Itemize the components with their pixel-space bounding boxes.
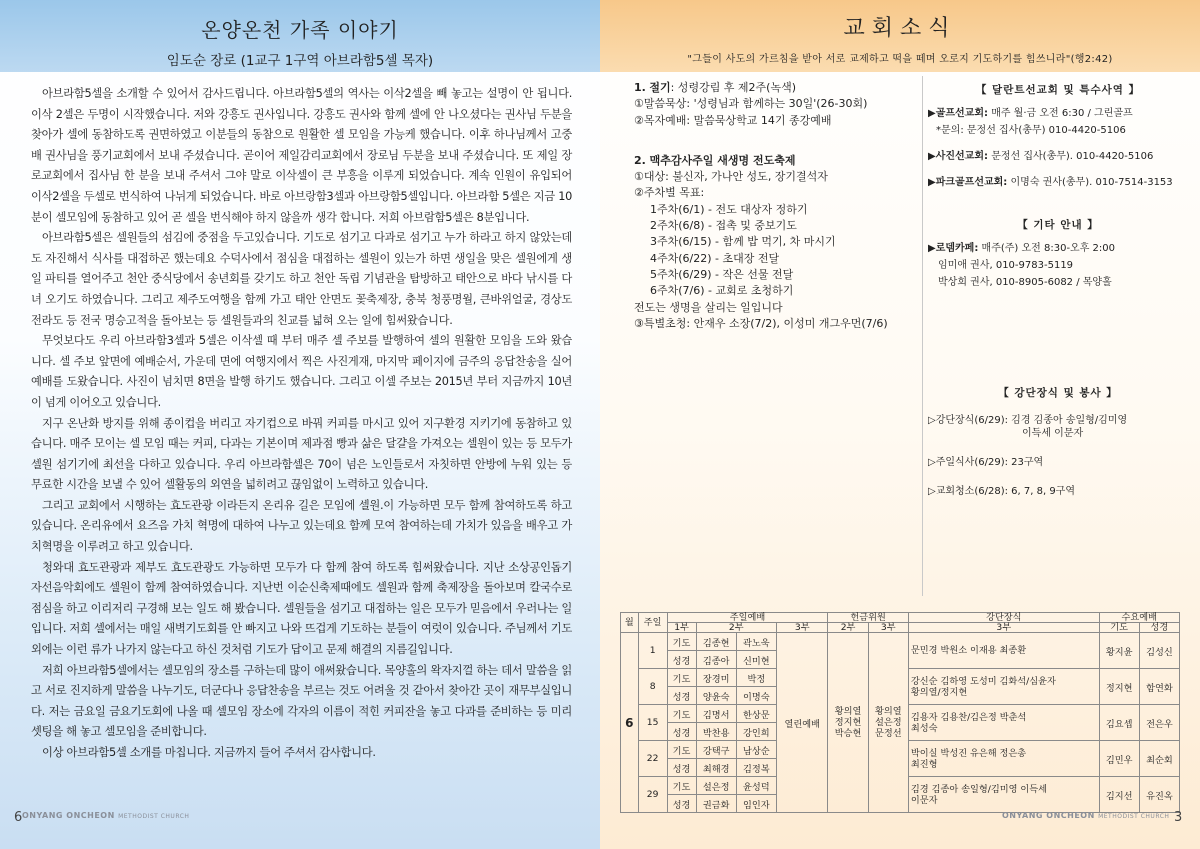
col-sunday: 주일예배	[667, 613, 828, 623]
col-offering-3: 3부	[868, 623, 908, 633]
wed-reading-cell: 전은우	[1139, 705, 1179, 741]
name-cell: 김정복	[736, 759, 776, 777]
altar-cell: 김경 김종아 송일형/김미영 이득세 이문자	[908, 777, 1099, 813]
service-roster-table	[620, 612, 1180, 813]
name-cell: 김종아	[696, 651, 736, 669]
name-cell: 김명서	[696, 705, 736, 723]
wed-prayer-cell: 정지현	[1099, 669, 1139, 705]
brand-name: ONYANG ONCHEON	[22, 811, 115, 820]
mission-sub: *문의: 문정선 집사(총무) 010-4420-5106	[936, 125, 1126, 136]
news-label: 절기	[649, 81, 671, 94]
news-item-2: 2. 맥추감사주일 새생명 전도축제	[634, 153, 796, 167]
paragraph: 아브라함5셀을 소개할 수 있어서 감사드립니다. 아브라함5셀의 역사는 이삭2셀을 빼 놓고는 설명이 안 됩니다. 이삭 2셀은 두명이 시작했습니다. 저와 강흥도 권사입니다. 강흥도 권사와 함께 셀에 안 나오셨다는 권사님 두분을 찾아가 셀에 동참하도록 권면하였고 이분들의 동참으로 원활한 셀 모임을 가능케 했습니다. 이후 하나님께서 고중배 권사님을 풍기교회에서 보내 주셨습니다. 곧이어 제일감리교회에서 장로님 두분을 보내 주셨습니다. 또 제일 장로교회에서 집사님 한 분을 보내 주셔서 그야 말로 이삭셀이 큰 부흥을 이루게 되었습니다. 계속 인원이 유입되어 이삭2셀을 두셀로 번식하여 나뉘게 되었습니다. 바로 아브랑함3셀과 아브랑함5셀입니다. 아브라함 5셀은 지금 10분이 셀모임에 동참하고 있어 곧 셀을 번식해야 하지 않을까 생각 합니다. 저희 아브람함5셀은 8분입니다.	[31, 87, 572, 224]
col-altar-3: 3부	[908, 623, 1099, 633]
col-sunday-1: 1부	[667, 623, 696, 633]
author-line: 임도순 장로 (1교구 1구역 아브라함5셀 목자)	[166, 53, 434, 69]
paragraph: 무엇보다도 우리 아브라함3셀과 5셀은 이삭셀 때 부터 매주 셀 주보를 발행하여 셀의 원활한 모임을 도와 왔습니다. 셀 주보 앞면에 예배순서, 가운데 면에 여행지에서 찍은 사진게재, 마지막 페이지에 금주의 응답찬송을 실어 예배를 도왔습니다. 사진이 넘치면 8면을 발행 하기도 했습니다. 그리고 이셀 주보는 2015년 부터 지금까지 10년이 넘게 이어오고 있습니다.	[31, 334, 572, 409]
sunday3-cell: 열린예배	[776, 633, 828, 813]
col-week: 주일	[638, 613, 667, 633]
col-offering-2: 2부	[828, 623, 868, 633]
mission-item	[928, 148, 1188, 165]
name-cell: 임인자	[736, 795, 776, 813]
mission-text: 매주 월·금 오전 6:30 / 그린골프	[991, 108, 1133, 119]
brand-sub: METHODIST CHURCH	[1098, 813, 1170, 820]
altar-cell: 문민경 박원소 이재용 최종환	[908, 633, 1099, 669]
news-column	[634, 80, 924, 332]
role-cell: 성경	[667, 759, 696, 777]
paragraph: 지구 온난화 방지를 위해 종이컵을 버리고 자기컵으로 바꿔 커피를 마시고 있어 지구환경 지키기에 동참하고 있습니다. 매주 모이는 셀 모임 때는 커피, 다과는 기본이며 제과점 빵과 삶은 달걀을 가져오는 셀원이 있는 등 모두가 셀원 섬기기에 최선을 다하고 있습니다. 우리 아브라함셀은 70이 넘은 노인들로서 자칫하면 안방에 누워 있는 등 무료한 시간을 보낼 수 있어 셀활동의 외연을 넓히려고 끊임없이 노력하고 있습니다.	[31, 416, 572, 492]
article-body	[31, 84, 572, 764]
mission-item	[928, 174, 1188, 191]
role-cell: 기도	[667, 741, 696, 759]
altar-text: 김경 김종아 송일형/김미영	[1011, 415, 1128, 426]
week-goal: 1주차(6/1) - 전도 대상자 정하기	[650, 202, 808, 216]
week-cell: 15	[638, 705, 667, 741]
paragraph: 그리고 교회에서 시행하는 효도관광 이라든지 온리유 길은 모임에 셀원.이 가능하면 모두 함께 참여하도록 하고 있습니다. 온리유에서 요즈음 가치 혁명에 대하여 나누고 있는데요 함께 모여 참여하는데 가치가 있음을 배우고 가치혁명을 이루려고 하고 있습니다.	[31, 498, 572, 554]
cafe-label: ▶로뎀카페:	[928, 243, 979, 254]
paragraph: 이상 아브라함5셀 소개를 마칩니다. 지금까지 들어 주셔서 감사합니다.	[42, 746, 376, 759]
paragraph: 아브라함5셀은 셀원들의 섬김에 중점을 두고있습니다. 기도로 섬기고 다과로 섬기고 누가 하라고 하지 않았는데도 자진해서 식사를 대접하곤 했는데요 수덕사에서 점심을 대접하는 셀원이 있는가 하면 생일을 맞은 셀원에게 생일 파티를 열어주고 천안 중식당에서 송년회를 갖기도 하고 천안 독립 기념관을 탐방하고 태안으로 바다 낚시를 다녀 오기도 하였습니다. 그리고 제주도여행을 함께 가고 태안 안면도 꽃축제장, 충북 청풍명월, 큰바위얼굴, 경상도 전라도 등 전국 명승고적을 돌아보는 등 셀원들과의 친교를 넓혀 오는 일에 힘써왔습니다.	[31, 231, 572, 327]
mission-text: 이명숙 권사(총무). 010-7514-3153	[1010, 177, 1173, 188]
cafe-text: 매주(주) 오전 8:30-오후 2:00	[981, 243, 1116, 254]
name-cell: 권금화	[696, 795, 736, 813]
month-cell: 6	[621, 633, 639, 813]
name-cell: 장경미	[696, 669, 736, 687]
right-page	[600, 0, 1200, 849]
name-cell: 신미현	[736, 651, 776, 669]
name-cell: 이명숙	[736, 687, 776, 705]
mission-label: ▶사진선교회:	[928, 151, 988, 162]
mission-text: 문정선 집사(총무). 010-4420-5106	[991, 151, 1154, 162]
news-line: ①대상: 불신자, 가나안 성도, 장기결석자	[634, 170, 828, 184]
church-brand	[1002, 811, 1169, 820]
brand-name: ONYANG ONCHEON	[1002, 811, 1095, 820]
page-number: 6	[14, 810, 23, 825]
news-number: 1.	[634, 81, 646, 94]
week-goal: 4주차(6/22) - 초대장 전달	[650, 251, 780, 265]
name-cell: 곽노욱	[736, 633, 776, 651]
page-number: 3	[1174, 810, 1183, 825]
role-cell: 기도	[667, 633, 696, 651]
news-title-rest: : 성령강림 후 제2주(녹색)	[670, 81, 797, 94]
paragraph: 청와대 효도관광과 제부도 효도관광도 가능하면 모두가 다 함께 참여 하도록 힘써왔습니다. 지난 소상공인돕기 자선음악회에도 셀원이 함께 참여하였습니다. 지난번 이순신축제때에도 셀원과 함께 축제장을 돌아보며 칼국수로 점심을 하고 이리저리 구경해 보는 일도 해 봤습니다. 셀원들을 섬기고 대접하는 일은 모두가 믿음에서 우러나는 일입니다. 저희 셀에서는 매일 새벽기도회를 안 빠지고 나와 뜨겁게 기도하는 분들이 여럿이 있습니다. 주님께서 기도 외에는 이런 류가 나가지 않는다고 하신 것처럼 기도가 답이고 문제 해결의 지름길입니다.	[31, 560, 572, 657]
name-cell: 강택구	[696, 741, 736, 759]
offering2-cell: 황의열 정지현 박승현	[828, 633, 868, 813]
wed-reading-cell: 유진옥	[1139, 777, 1179, 813]
cafe-contact: 박상희 권사, 010-8905-6082 / 목양홀	[938, 277, 1112, 288]
cafe-contact: 임미애 권사, 010-9783-5119	[938, 260, 1074, 271]
mission-label: ▶파크골프선교회:	[928, 177, 1008, 188]
name-cell: 한상문	[736, 705, 776, 723]
altar-title: 【 강단장식 및 봉사 】	[998, 387, 1118, 399]
altar-cell: 강신순 김하영 도성미 김화석/심윤자 황의열/정지현	[908, 669, 1099, 705]
col-wed: 수요예배	[1099, 613, 1179, 623]
week-cell: 29	[638, 777, 667, 813]
col-sunday-3: 3부	[776, 623, 828, 633]
altar-label: ▷주일식사(6/29):	[928, 457, 1008, 468]
other-title: 【 기타 안내 】	[1017, 219, 1099, 231]
page-title: 온양온천 가족 이야기	[201, 18, 399, 42]
week-goal: 2주차(6/8) - 접촉 및 중보기도	[650, 219, 797, 233]
left-header	[0, 0, 600, 72]
role-cell: 기도	[667, 669, 696, 687]
week-cell: 8	[638, 669, 667, 705]
altar-label: ▷강단장식(6/29):	[928, 415, 1008, 426]
col-wed-reading: 성경	[1139, 623, 1179, 633]
missions-title: 【 달란트선교회 및 특수사역 】	[975, 84, 1141, 96]
name-cell: 박정	[736, 669, 776, 687]
wed-reading-cell: 김성신	[1139, 633, 1179, 669]
role-cell: 성경	[667, 651, 696, 669]
page-title: 교회소식	[843, 16, 957, 41]
wed-prayer-cell: 김지선	[1099, 777, 1139, 813]
week-goal: 3주차(6/15) - 함께 밥 먹기, 차 마시기	[650, 235, 836, 249]
altar-cell: 박이실 박성진 유은해 정은총 최진형	[908, 741, 1099, 777]
name-cell: 강인희	[736, 723, 776, 741]
role-cell: 성경	[667, 687, 696, 705]
cafe-item	[928, 240, 1188, 257]
column-divider	[922, 76, 923, 596]
role-cell: 성경	[667, 723, 696, 741]
wed-reading-cell: 함연화	[1139, 669, 1179, 705]
name-cell: 설은정	[696, 777, 736, 795]
altar-text: 23구역	[1011, 457, 1044, 468]
altar-cell: 김용자 김용찬/김은정 박춘석 최성숙	[908, 705, 1099, 741]
name-cell: 남상순	[736, 741, 776, 759]
wed-prayer-cell: 김요셉	[1099, 705, 1139, 741]
altar-item	[928, 454, 1188, 471]
week-goal: 5주차(6/29) - 작은 선물 전달	[650, 267, 794, 281]
news-item-1	[634, 80, 924, 96]
name-cell: 박찬용	[696, 723, 736, 741]
paragraph: 저희 아브라함5셀에서는 셀모임의 장소를 구하는데 많이 애써왔습니다. 목양홀의 왁자지껄 하는 데서 말씀을 읽고 서로 진지하게 말씀을 나누기도, 더군다나 응답찬송을 부르는 것도 어려울 것 같아서 찾아간 곳이 재무부실입니다. 저는 금요일 금요기도회에 나올 때 셀모임 장소에 각자의 이름이 적힌 커피잔을 놓고 다과를 준비하는 등 미리 셋팅을 해 놓고 셀모임을 준비합니다.	[31, 663, 572, 739]
name-cell: 김종현	[696, 633, 736, 651]
role-cell: 기도	[667, 705, 696, 723]
news-line: ②목자예배: 말씀묵상학교 14기 종강예배	[634, 113, 832, 127]
news-line: ①말씀묵상: '성령님과 함께하는 30일'(26-30회)	[634, 97, 868, 111]
col-offering: 헌금위원	[828, 613, 908, 623]
role-cell: 성경	[667, 795, 696, 813]
right-header	[600, 0, 1200, 72]
wed-prayer-cell: 황지윤	[1099, 633, 1139, 669]
col-altar: 강단장식	[908, 613, 1099, 623]
offering3-cell: 황의열 설은정 문정선	[868, 633, 908, 813]
week-cell: 1	[638, 633, 667, 669]
mission-item	[928, 105, 1188, 122]
mission-label: ▶골프선교회:	[928, 108, 988, 119]
church-brand	[22, 811, 189, 820]
name-cell: 윤성덕	[736, 777, 776, 795]
altar-item	[928, 483, 1188, 500]
week-cell: 22	[638, 741, 667, 777]
wed-prayer-cell: 김민우	[1099, 741, 1139, 777]
col-month: 월	[621, 613, 639, 633]
name-cell: 최해경	[696, 759, 736, 777]
side-column	[928, 82, 1188, 500]
altar-text: 6, 7, 8, 9구역	[1011, 486, 1075, 497]
altar-label: ▷교회청소(6/28):	[928, 486, 1008, 497]
news-line: ③특별초청: 안재우 소장(7/2), 이성미 개그우먼(7/6)	[634, 316, 888, 330]
wed-reading-cell: 최순회	[1139, 741, 1179, 777]
col-wed-prayer: 기도	[1099, 623, 1139, 633]
altar-sub: 이득세 이문자	[1022, 428, 1084, 439]
week-goal: 6주차(7/6) - 교회로 초청하기	[650, 284, 794, 298]
table-row	[621, 633, 1180, 651]
name-cell: 양윤숙	[696, 687, 736, 705]
col-sunday-2: 2부	[696, 623, 776, 633]
bible-verse: "그들이 사도의 가르침을 받아 서로 교제하고 떡을 떼며 오로지 기도하기를 힘쓰니라"(행2:42)	[687, 54, 1113, 65]
news-line: 전도는 생명을 살리는 일입니다	[634, 300, 783, 314]
news-line: ②주차별 목표:	[634, 186, 705, 200]
role-cell: 기도	[667, 777, 696, 795]
brand-sub: METHODIST CHURCH	[118, 813, 190, 820]
